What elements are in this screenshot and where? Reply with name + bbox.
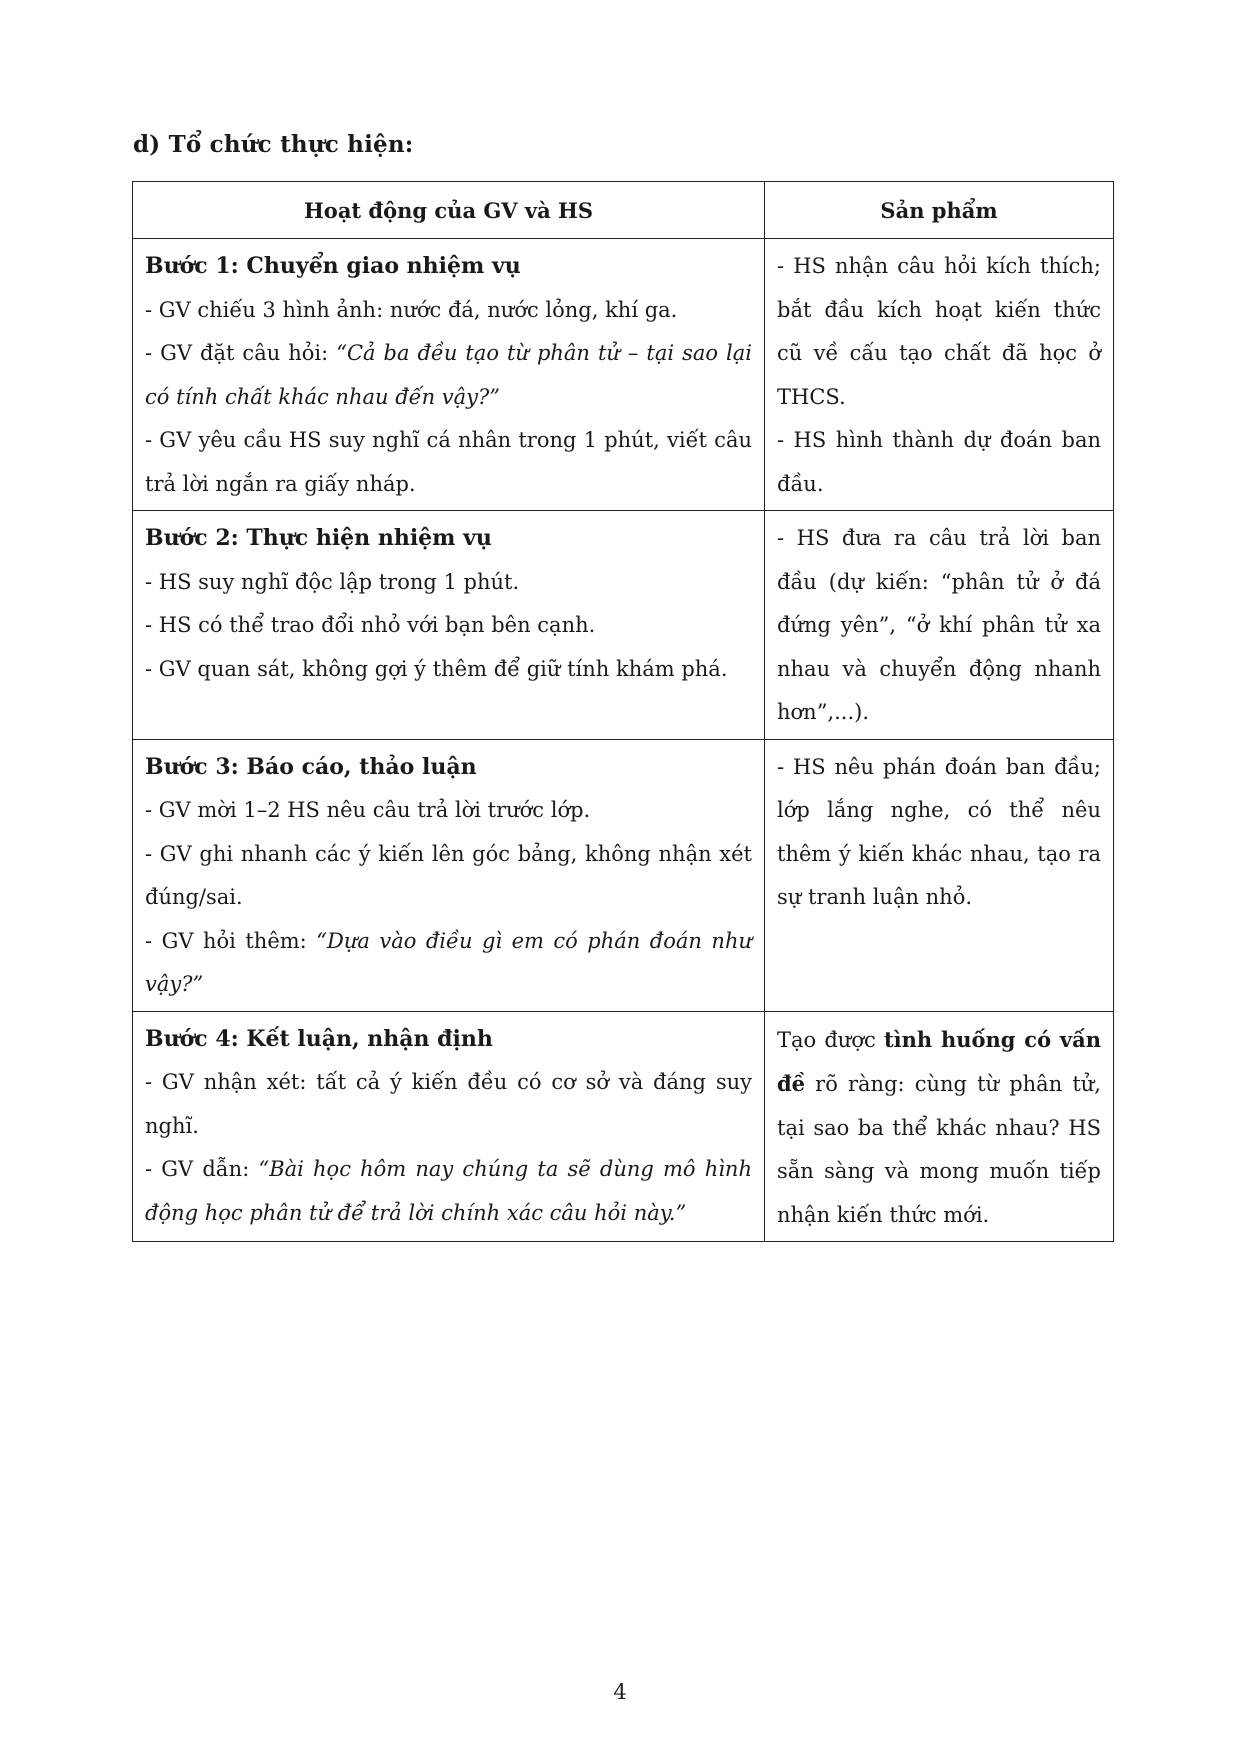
activity-quote: “Bài học hôm nay chúng ta sẽ dùng mô hình động học phân tử để trả lời chính xác câu hỏi này.” — [145, 1157, 752, 1225]
activity-line — [145, 920, 752, 1007]
activity-line: - HS suy nghĩ độc lập trong 1 phút. — [145, 569, 520, 594]
table-row — [133, 739, 1114, 1011]
product-cell — [765, 239, 1114, 511]
activity-line: - GV ghi nhanh các ý kiến lên góc bảng, không nhận xét đúng/sai. — [145, 841, 752, 909]
activity-cell — [133, 239, 765, 511]
step-title: Bước 2: Thực hiện nhiệm vụ — [145, 525, 492, 551]
product-line: - HS đưa ra câu trả lời ban đầu (dự kiến: “phân tử ở đá đứng yên”, “ở khí phân tử xa nhau và chuyển động nhanh hơn”,...). — [777, 526, 1101, 724]
page-number: 4 — [613, 1680, 627, 1704]
activity-line-prefix: - GV dẫn: — [145, 1157, 259, 1181]
activity-line — [145, 332, 752, 419]
product-line: - HS hình thành dự đoán ban đầu. — [777, 428, 1101, 496]
activity-line: - GV yêu cầu HS suy nghĩ cá nhân trong 1 phút, viết câu trả lời ngắn ra giấy nháp. — [145, 428, 752, 496]
section-heading: d) Tổ chức thực hiện: — [133, 131, 414, 158]
table-header-row — [133, 182, 1114, 239]
header-activities: Hoạt động của GV và HS — [133, 182, 765, 239]
activity-quote: “Cả ba đều tạo từ phân tử – tại sao lại có tính chất khác nhau đến vậy?” — [145, 341, 752, 409]
product-cell — [765, 739, 1114, 1011]
activity-line: - HS có thể trao đổi nhỏ với bạn bên cạnh. — [145, 613, 596, 637]
product-text: rõ ràng: cùng từ phân tử, tại sao ba thể khác nhau? HS sẵn sàng và mong muốn tiếp nhận kiến thức mới. — [777, 1072, 1101, 1227]
product-cell — [765, 1011, 1114, 1242]
activity-line: - GV nhận xét: tất cả ý kiến đều có cơ sở và đáng suy nghĩ. — [145, 1070, 752, 1138]
activity-line: - GV quan sát, không gợi ý thêm để giữ tính khám phá. — [145, 656, 728, 681]
activity-line: - GV mời 1–2 HS nêu câu trả lời trước lớp. — [145, 798, 591, 822]
product-line: - HS nhận câu hỏi kích thích; bắt đầu kích hoạt kiến thức cũ về cấu tạo chất đã học ở THCS. — [777, 254, 1101, 409]
product-line: - HS nêu phán đoán ban đầu; lớp lắng nghe, có thể nêu thêm ý kiến khác nhau, tạo ra sự tranh luận nhỏ. — [777, 754, 1101, 909]
table-row — [133, 511, 1114, 740]
activity-line — [145, 1148, 752, 1235]
product-line — [777, 1018, 1101, 1238]
product-emphasis: tình huống có vấn đề — [777, 1026, 1101, 1096]
activity-cell — [133, 511, 765, 740]
activity-cell — [133, 1011, 765, 1242]
activity-line: - GV chiếu 3 hình ảnh: nước đá, nước lỏng, khí ga. — [145, 297, 678, 322]
product-cell — [765, 511, 1114, 740]
table-row — [133, 1011, 1114, 1242]
activity-line-prefix: - GV đặt câu hỏi: — [145, 341, 337, 365]
step-title: Bước 4: Kết luận, nhận định — [145, 1025, 493, 1052]
table-row — [133, 239, 1114, 511]
activity-quote: “Dựa vào điều gì em có phán đoán như vậy?” — [145, 928, 752, 996]
step-title: Bước 1: Chuyển giao nhiệm vụ — [145, 253, 521, 279]
activity-cell — [133, 739, 765, 1011]
activity-line-prefix: - GV hỏi thêm: — [145, 928, 317, 953]
step-title: Bước 3: Báo cáo, thảo luận — [145, 753, 477, 780]
header-products: Sản phẩm — [765, 182, 1114, 239]
activity-table — [132, 181, 1114, 1242]
product-text: Tạo được — [777, 1027, 884, 1052]
